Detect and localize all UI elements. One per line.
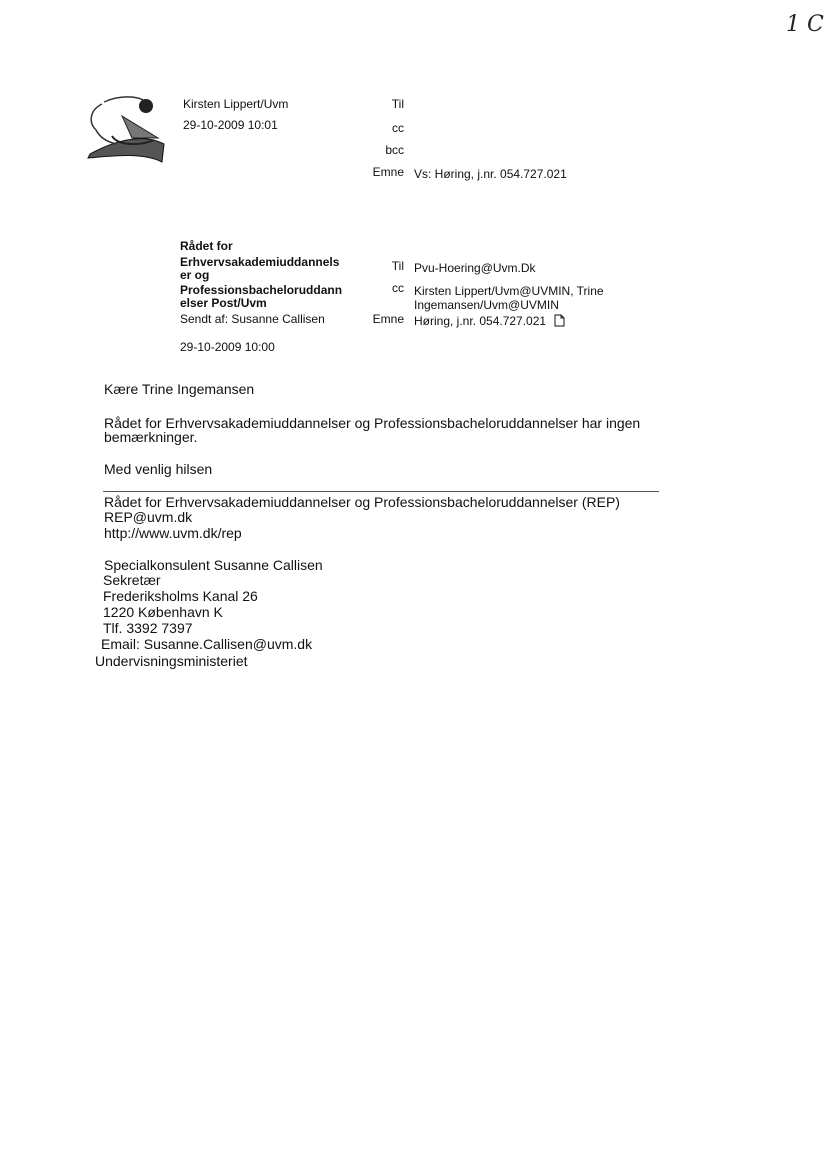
signature-phone: Tlf. 3392 7397 <box>103 620 193 636</box>
closing: Med venlig hilsen <box>104 461 213 477</box>
outer-subject-label: Emne <box>372 165 404 179</box>
signature-title: Sekretær <box>103 572 161 588</box>
inner-cc-label: cc <box>392 281 404 295</box>
inner-sender-line-1: Rådet for <box>180 239 233 253</box>
inner-subject-label: Emne <box>372 312 404 326</box>
signature-street: Frederiksholms Kanal 26 <box>103 588 258 604</box>
inner-subject: Høring, j.nr. 054.727.021 <box>414 314 547 328</box>
body-paragraph-line-2: bemærkninger. <box>104 429 198 445</box>
outer-date: 29-10-2009 10:01 <box>183 118 278 132</box>
signature-name: Specialkonsulent Susanne Callisen <box>104 557 323 573</box>
inner-to: Pvu-Hoering@Uvm.Dk <box>414 261 536 275</box>
signature-org: Rådet for Erhvervsakademiuddannelser og Professionsbacheloruddannelser (REP) <box>104 494 620 510</box>
outer-sender: Kirsten Lippert/Uvm <box>183 97 289 111</box>
outer-cc-label: cc <box>392 121 404 135</box>
signature-ministry: Undervisningsministeriet <box>95 653 248 669</box>
body-paragraph-line-1: Rådet for Erhvervsakademiuddannelser og Professionsbacheloruddannelser har ingen <box>104 415 641 431</box>
page-number-mark: 1 C <box>786 12 824 37</box>
shuttle-logo-icon <box>82 92 170 168</box>
inner-date: 29-10-2009 10:00 <box>180 340 275 354</box>
signature-email-rep: REP@uvm.dk <box>104 509 193 525</box>
outer-subject: Vs: Høring, j.nr. 054.727.021 <box>414 167 567 181</box>
inner-sent-by: Sendt af: Susanne Callisen <box>180 312 325 326</box>
signature-url: http://www.uvm.dk/rep <box>104 525 242 541</box>
outer-to-label: Til <box>391 97 404 111</box>
inner-sender-line-5: elser Post/Uvm <box>180 296 267 310</box>
inner-sender-line-3: er og <box>180 268 210 282</box>
inner-cc-line-1: Kirsten Lippert/Uvm@UVMIN, Trine <box>414 284 604 298</box>
inner-sender-line-4: Professionsbacheloruddann <box>180 283 343 297</box>
inner-sender-line-2: Erhvervsakademiuddannels <box>180 255 340 269</box>
signature-divider <box>103 491 659 492</box>
document-icon[interactable] <box>554 314 565 327</box>
outer-bcc-label: bcc <box>385 143 404 157</box>
inner-cc-line-2: Ingemansen/Uvm@UVMIN <box>414 298 559 312</box>
greeting: Kære Trine Ingemansen <box>104 381 255 397</box>
inner-to-label: Til <box>391 259 404 273</box>
signature-city: 1220 København K <box>103 604 223 620</box>
signature-email: Email: Susanne.Callisen@uvm.dk <box>101 636 313 652</box>
